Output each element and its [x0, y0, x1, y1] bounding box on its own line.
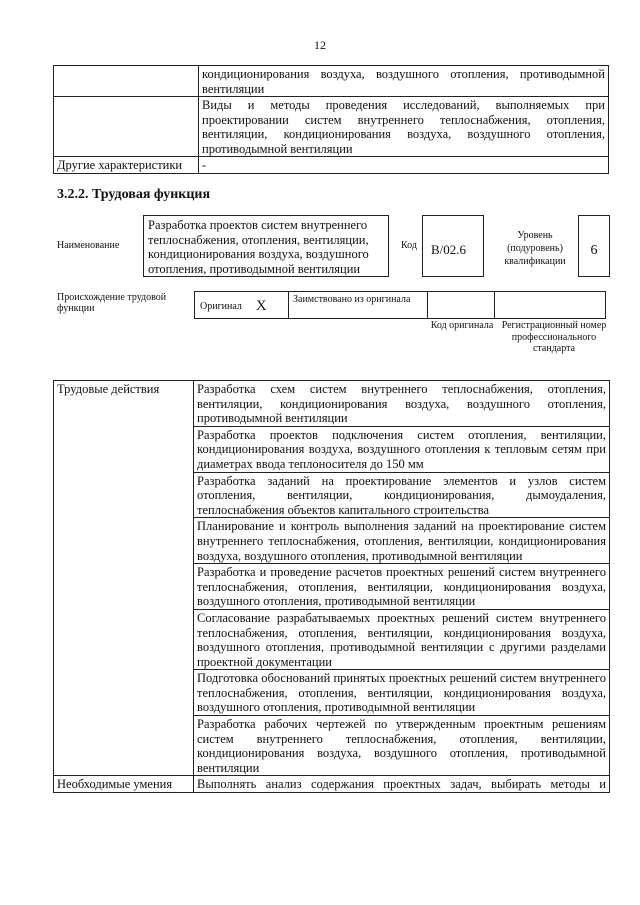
table-row [54, 97, 609, 157]
origin-label: Происхождение трудовой функции [57, 292, 167, 314]
labour-action-item: Согласование разрабатываемых проектных решений систем внутреннего теплоснабжения, отопления, вентиляции, кондиционирования воздуха, воздушного отопления, противодымной вентиляции с другими разделами проектной документации [194, 609, 610, 669]
section-title: 3.2.2. Трудовая функция [57, 187, 211, 202]
row-label: Другие характеристики [54, 157, 199, 174]
table-row [54, 381, 610, 427]
level-value: 6 [578, 215, 610, 277]
labour-action-item: Подготовка обоснований принятых проектных решений систем внутреннего теплоснабжения, отопления, вентиляции, кондиционирования воздуха, воздушного отопления, противодымной вентиляции [194, 670, 610, 716]
code-original-cell [428, 292, 495, 319]
page-number: 12 [314, 38, 326, 52]
level-label: Уровень (подуровень) квалификации [504, 230, 566, 267]
labour-action-item: Разработка рабочих чертежей по утвержденным проектным решениям систем внутреннего теплоснабжения, отопления, вентиляции, кондиционирования воздуха, воздушного отопления, противодымной вентиляции [194, 716, 610, 776]
name-label: Наименование [57, 240, 120, 251]
labour-actions-label: Трудовые действия [54, 381, 194, 776]
labour-action-item: Планирование и контроль выполнения заданий на проектирование систем внутреннего теплоснабжения, отопления, вентиляции, кондиционирования воздуха, воздушного отопления, противодымной вентиляции [194, 518, 610, 564]
labour-action-item: Разработка проектов подключения систем отопления, вентиляции, кондиционирования воздуха, воздушного отопления к тепловым сетям при диаметрах ввода теплоносителя до 150 мм [194, 426, 610, 472]
labour-action-item: Разработка заданий на проектирование элементов и узлов систем отопления, вентиляции, кондиционирования, дымоудаления, теплоснабжения объектов капитального строительства [194, 472, 610, 518]
code-label: Код [401, 240, 417, 251]
table-row [54, 776, 610, 793]
table-row [54, 66, 609, 97]
borrowed-cell [289, 292, 428, 319]
original-label: Оригинал [200, 301, 242, 312]
row-text: - [199, 157, 609, 174]
code-original-label: Код оригинала [430, 320, 494, 331]
row-label [54, 66, 199, 97]
original-cell [195, 292, 289, 319]
origin-table [194, 291, 606, 319]
continuation-table [53, 65, 609, 174]
labour-action-item: Разработка и проведение расчетов проектных решений систем внутреннего теплоснабжения, отопления, вентиляции, кондиционирования воздуха, воздушного отопления, противодымной вентиляции [194, 564, 610, 610]
labour-action-item: Разработка схем систем внутреннего теплоснабжения, отопления, вентиляции, кондиционирования воздуха, воздушного отопления, противодымной вентиляции [194, 381, 610, 427]
skills-label: Необходимые умения [54, 776, 194, 793]
original-mark: X [255, 298, 267, 314]
labour-actions-table [53, 380, 610, 793]
skill-item: Выполнять анализ содержания проектных задач, выбирать методы и [194, 776, 610, 793]
row-text: кондиционирования воздуха, воздушного отопления, противодымной вентиляции [199, 66, 609, 97]
row-label [54, 97, 199, 157]
table-row [54, 157, 609, 174]
function-code: B/02.6 [422, 215, 484, 277]
row-text: Виды и методы проведения исследований, выполняемых при проектировании систем внутреннего теплоснабжения, отопления, вентиляции, кондиционирования воздуха, воздушного отопления, противодымной вентиляции [199, 97, 609, 157]
function-name: Разработка проектов систем внутреннего теплоснабжения, отопления, вентиляции, кондиционирования воздуха, воздушного отопления, противодымной вентиляции [143, 215, 389, 277]
reg-number-label: Регистрационный номер профессионального стандарта [501, 320, 607, 354]
table-row [195, 292, 606, 319]
borrowed-label: Заимствовано из оригинала [293, 294, 411, 305]
reg-number-cell [495, 292, 606, 319]
